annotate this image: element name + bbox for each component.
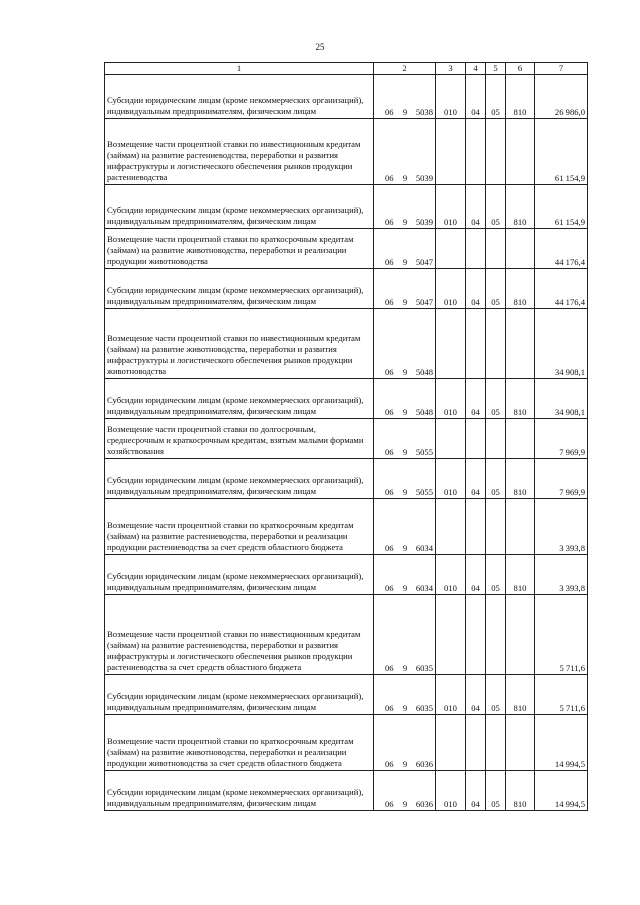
header-col-6: 6 bbox=[506, 63, 535, 75]
row-name-cell bbox=[105, 309, 374, 379]
row-code-target: 5039 bbox=[415, 217, 433, 227]
row-col-3: 010 bbox=[436, 379, 466, 419]
row-name: Возмещение части процентной ставки по долгосрочным, среднесрочным и краткосрочным кредитам, взятым малыми формами хозяйствования bbox=[107, 424, 364, 456]
header-col-5: 5 bbox=[486, 63, 506, 75]
row-col-5: 05 bbox=[486, 185, 506, 229]
page-number: 25 bbox=[315, 42, 325, 52]
row-code-sub: 9 bbox=[402, 487, 408, 497]
table-row bbox=[105, 269, 588, 309]
row-code-section: 06 bbox=[385, 367, 394, 377]
header-col-3: 3 bbox=[436, 63, 466, 75]
row-code-cell bbox=[374, 379, 436, 419]
row-amount: 5 711,6 bbox=[535, 675, 588, 715]
row-col-3 bbox=[436, 499, 466, 555]
row-name-cell bbox=[105, 229, 374, 269]
row-name: Субсидии юридическим лицам (кроме некоммерческих организаций), индивидуальным предпринимателям, физическим лицам bbox=[107, 475, 364, 496]
row-col-3: 010 bbox=[436, 459, 466, 499]
row-code-cell bbox=[374, 119, 436, 185]
row-col-3: 010 bbox=[436, 269, 466, 309]
table-row bbox=[105, 379, 588, 419]
row-col-3: 010 bbox=[436, 675, 466, 715]
row-name-cell bbox=[105, 675, 374, 715]
row-col-6 bbox=[506, 229, 535, 269]
row-code-section: 06 bbox=[385, 799, 394, 809]
row-code-cell bbox=[374, 499, 436, 555]
table-row bbox=[105, 419, 588, 459]
row-code-target: 6036 bbox=[415, 759, 433, 769]
row-name-cell bbox=[105, 555, 374, 595]
row-code-sub: 9 bbox=[402, 297, 408, 307]
row-code-sub: 9 bbox=[402, 407, 408, 417]
row-col-4 bbox=[466, 309, 486, 379]
budget-table bbox=[104, 62, 588, 811]
table-row bbox=[105, 555, 588, 595]
row-name: Возмещение части процентной ставки по краткосрочным кредитам (займам) на развитие животноводства, переработки и реализации продукции животноводства bbox=[107, 234, 354, 266]
row-name: Субсидии юридическим лицам (кроме некоммерческих организаций), индивидуальным предпринимателям, физическим лицам bbox=[107, 787, 364, 808]
row-amount: 5 711,6 bbox=[535, 595, 588, 675]
row-col-5 bbox=[486, 499, 506, 555]
row-code-cell bbox=[374, 309, 436, 379]
row-col-4 bbox=[466, 419, 486, 459]
row-amount: 34 908,1 bbox=[535, 379, 588, 419]
table-row bbox=[105, 675, 588, 715]
row-code-sub: 9 bbox=[402, 799, 408, 809]
row-code-section: 06 bbox=[385, 759, 394, 769]
row-amount: 14 994,5 bbox=[535, 715, 588, 771]
row-col-4: 04 bbox=[466, 379, 486, 419]
row-col-4 bbox=[466, 715, 486, 771]
row-col-6: 810 bbox=[506, 555, 535, 595]
row-col-6: 810 bbox=[506, 459, 535, 499]
row-col-5: 05 bbox=[486, 75, 506, 119]
row-code-cell bbox=[374, 771, 436, 811]
row-col-6 bbox=[506, 119, 535, 185]
row-code-cell bbox=[374, 75, 436, 119]
row-code-section: 06 bbox=[385, 663, 394, 673]
row-amount: 26 986,0 bbox=[535, 75, 588, 119]
row-col-5: 05 bbox=[486, 269, 506, 309]
row-name-cell bbox=[105, 715, 374, 771]
row-code-section: 06 bbox=[385, 107, 394, 117]
row-amount: 3 393,8 bbox=[535, 555, 588, 595]
row-code-section: 06 bbox=[385, 217, 394, 227]
row-name-cell bbox=[105, 595, 374, 675]
table-row bbox=[105, 715, 588, 771]
row-col-3 bbox=[436, 119, 466, 185]
table-row bbox=[105, 459, 588, 499]
row-name-cell bbox=[105, 75, 374, 119]
row-code-sub: 9 bbox=[402, 703, 408, 713]
row-col-6: 810 bbox=[506, 75, 535, 119]
row-code-target: 5039 bbox=[415, 173, 433, 183]
row-name: Субсидии юридическим лицам (кроме некоммерческих организаций), индивидуальным предпринимателям, физическим лицам bbox=[107, 691, 364, 712]
row-col-3: 010 bbox=[436, 555, 466, 595]
row-col-6: 810 bbox=[506, 269, 535, 309]
row-col-6: 810 bbox=[506, 379, 535, 419]
row-code-cell bbox=[374, 269, 436, 309]
row-code-cell bbox=[374, 459, 436, 499]
row-amount: 7 969,9 bbox=[535, 459, 588, 499]
row-col-6 bbox=[506, 499, 535, 555]
row-amount: 14 994,5 bbox=[535, 771, 588, 811]
row-code-target: 6035 bbox=[415, 663, 433, 673]
row-col-3: 010 bbox=[436, 185, 466, 229]
table-row bbox=[105, 185, 588, 229]
row-code-section: 06 bbox=[385, 447, 394, 457]
row-col-6 bbox=[506, 419, 535, 459]
row-amount: 34 908,1 bbox=[535, 309, 588, 379]
row-code-target: 6034 bbox=[415, 583, 433, 593]
row-code-sub: 9 bbox=[402, 367, 408, 377]
row-name: Субсидии юридическим лицам (кроме некоммерческих организаций), индивидуальным предпринимателям, физическим лицам bbox=[107, 571, 364, 592]
row-col-3 bbox=[436, 715, 466, 771]
table-row bbox=[105, 771, 588, 811]
row-col-5: 05 bbox=[486, 379, 506, 419]
table-row bbox=[105, 309, 588, 379]
row-code-section: 06 bbox=[385, 543, 394, 553]
header-col-4: 4 bbox=[466, 63, 486, 75]
row-name: Субсидии юридическим лицам (кроме некоммерческих организаций), индивидуальным предпринимателям, физическим лицам bbox=[107, 205, 364, 226]
row-code-target: 6036 bbox=[415, 799, 433, 809]
row-code-cell bbox=[374, 555, 436, 595]
row-code-cell bbox=[374, 185, 436, 229]
row-name: Субсидии юридическим лицам (кроме некоммерческих организаций), индивидуальным предпринимателям, физическим лицам bbox=[107, 395, 364, 416]
row-col-6 bbox=[506, 595, 535, 675]
row-name-cell bbox=[105, 185, 374, 229]
row-code-sub: 9 bbox=[402, 663, 408, 673]
row-name: Возмещение части процентной ставки по краткосрочным кредитам (займам) на развитие животноводства, переработки и реализации продукции животноводства за счет средств областного бюджета bbox=[107, 736, 354, 768]
row-name-cell bbox=[105, 771, 374, 811]
table-row bbox=[105, 119, 588, 185]
row-code-sub: 9 bbox=[402, 173, 408, 183]
row-code-section: 06 bbox=[385, 703, 394, 713]
row-col-5: 05 bbox=[486, 555, 506, 595]
row-name: Возмещение части процентной ставки по инвестиционным кредитам (займам) на развитие растениеводства, переработки и развития инфраструктуры и логистического обеспечения рынков продукции растениеводства за счет средств областного бюджета bbox=[107, 629, 361, 672]
row-code-target: 5038 bbox=[415, 107, 433, 117]
row-col-4: 04 bbox=[466, 555, 486, 595]
row-name-cell bbox=[105, 379, 374, 419]
row-col-5 bbox=[486, 715, 506, 771]
row-col-6 bbox=[506, 715, 535, 771]
row-col-3: 010 bbox=[436, 771, 466, 811]
row-col-4: 04 bbox=[466, 459, 486, 499]
row-name-cell bbox=[105, 269, 374, 309]
row-code-cell bbox=[374, 419, 436, 459]
row-code-target: 5055 bbox=[415, 487, 433, 497]
row-code-cell bbox=[374, 595, 436, 675]
row-amount: 61 154,9 bbox=[535, 185, 588, 229]
row-col-5 bbox=[486, 309, 506, 379]
row-amount: 3 393,8 bbox=[535, 499, 588, 555]
row-col-4: 04 bbox=[466, 675, 486, 715]
table-row bbox=[105, 499, 588, 555]
row-code-sub: 9 bbox=[402, 217, 408, 227]
row-code-target: 5047 bbox=[415, 257, 433, 267]
row-col-3 bbox=[436, 229, 466, 269]
header-col-7: 7 bbox=[535, 63, 588, 75]
row-col-5 bbox=[486, 419, 506, 459]
row-code-cell bbox=[374, 229, 436, 269]
row-code-sub: 9 bbox=[402, 543, 408, 553]
table-header-row bbox=[105, 63, 588, 75]
header-col-1: 1 bbox=[105, 63, 374, 75]
row-code-section: 06 bbox=[385, 487, 394, 497]
row-name-cell bbox=[105, 459, 374, 499]
row-col-3: 010 bbox=[436, 75, 466, 119]
row-col-5: 05 bbox=[486, 771, 506, 811]
row-col-3 bbox=[436, 595, 466, 675]
row-name-cell bbox=[105, 499, 374, 555]
row-amount: 44 176,4 bbox=[535, 229, 588, 269]
row-code-cell bbox=[374, 675, 436, 715]
row-col-4 bbox=[466, 499, 486, 555]
row-col-4: 04 bbox=[466, 771, 486, 811]
row-col-6: 810 bbox=[506, 675, 535, 715]
row-code-section: 06 bbox=[385, 407, 394, 417]
row-code-section: 06 bbox=[385, 173, 394, 183]
row-code-section: 06 bbox=[385, 297, 394, 307]
row-code-sub: 9 bbox=[402, 107, 408, 117]
row-code-target: 5048 bbox=[415, 367, 433, 377]
row-name: Субсидии юридическим лицам (кроме некоммерческих организаций), индивидуальным предпринимателям, физическим лицам bbox=[107, 285, 364, 306]
row-col-3 bbox=[436, 419, 466, 459]
row-code-target: 5048 bbox=[415, 407, 433, 417]
row-col-5 bbox=[486, 229, 506, 269]
row-name-cell bbox=[105, 419, 374, 459]
row-code-section: 06 bbox=[385, 257, 394, 267]
table-row bbox=[105, 595, 588, 675]
row-name: Возмещение части процентной ставки по инвестиционным кредитам (займам) на развитие животноводства, переработки и развития инфраструктуры и логистического обеспечения рынков продукции животноводства bbox=[107, 333, 361, 376]
row-col-4: 04 bbox=[466, 75, 486, 119]
row-col-5: 05 bbox=[486, 675, 506, 715]
row-col-6: 810 bbox=[506, 185, 535, 229]
row-code-target: 5047 bbox=[415, 297, 433, 307]
row-code-sub: 9 bbox=[402, 583, 408, 593]
row-code-target: 6034 bbox=[415, 543, 433, 553]
row-amount: 61 154,9 bbox=[535, 119, 588, 185]
row-code-target: 5055 bbox=[415, 447, 433, 457]
table-row bbox=[105, 75, 588, 119]
row-code-sub: 9 bbox=[402, 447, 408, 457]
row-code-section: 06 bbox=[385, 583, 394, 593]
row-col-5 bbox=[486, 595, 506, 675]
row-col-5: 05 bbox=[486, 459, 506, 499]
row-col-4 bbox=[466, 119, 486, 185]
row-amount: 44 176,4 bbox=[535, 269, 588, 309]
row-col-4 bbox=[466, 229, 486, 269]
row-code-target: 6035 bbox=[415, 703, 433, 713]
row-col-4 bbox=[466, 595, 486, 675]
row-col-6: 810 bbox=[506, 771, 535, 811]
row-code-cell bbox=[374, 715, 436, 771]
row-name-cell bbox=[105, 119, 374, 185]
row-name: Возмещение части процентной ставки по инвестиционным кредитам (займам) на развитие растениеводства, переработки и развития инфраструктуры и логистического обеспечения рынков продукции растениеводства bbox=[107, 139, 361, 182]
table-row bbox=[105, 229, 588, 269]
header-col-2: 2 bbox=[374, 63, 436, 75]
row-col-4: 04 bbox=[466, 269, 486, 309]
row-amount: 7 969,9 bbox=[535, 419, 588, 459]
row-code-sub: 9 bbox=[402, 257, 408, 267]
row-name: Возмещение части процентной ставки по краткосрочным кредитам (займам) на развитие растениеводства, переработки и реализации продукции растениеводства за счет средств областного бюджета bbox=[107, 520, 354, 552]
row-col-3 bbox=[436, 309, 466, 379]
row-code-sub: 9 bbox=[402, 759, 408, 769]
row-col-6 bbox=[506, 309, 535, 379]
row-name: Субсидии юридическим лицам (кроме некоммерческих организаций), индивидуальным предпринимателям, физическим лицам bbox=[107, 95, 364, 116]
row-col-5 bbox=[486, 119, 506, 185]
row-col-4: 04 bbox=[466, 185, 486, 229]
